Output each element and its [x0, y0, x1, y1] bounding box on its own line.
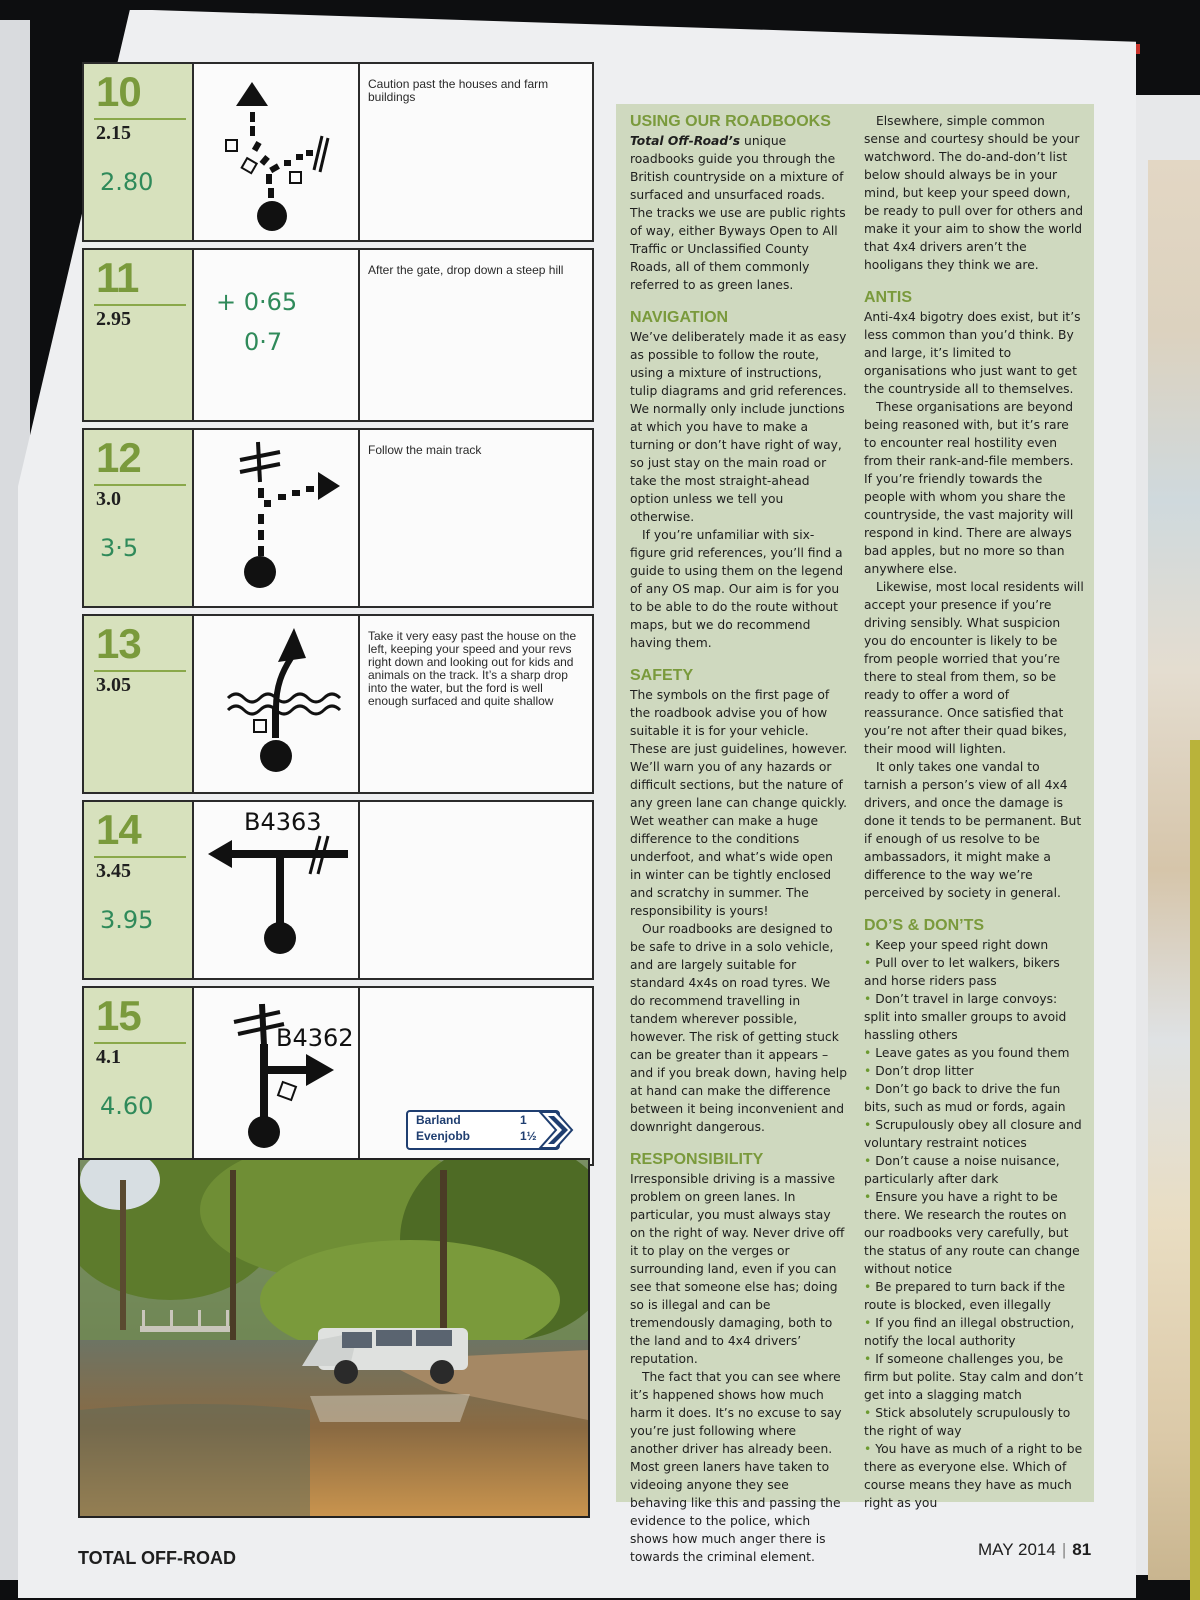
- list-item: • Don’t cause a noise nuisance, particularly after dark: [864, 1152, 1084, 1188]
- step-number-cell: [84, 430, 194, 606]
- tulip-diagram: [194, 64, 360, 240]
- roadbook-step-15: [82, 986, 594, 1166]
- step-distance: 3.0: [96, 488, 121, 510]
- list-item: • Don’t travel in large convoys: split into smaller groups to avoid hassling others: [864, 990, 1084, 1044]
- step-distance: 4.1: [96, 1046, 121, 1068]
- section-heading: NAVIGATION: [630, 309, 729, 326]
- issue-and-page: [978, 1540, 1091, 1560]
- step-number: 14: [96, 806, 141, 853]
- tulip-diagram-graphic: [194, 802, 358, 978]
- roadbook-step-10: [82, 62, 594, 242]
- sign-place: Evenjobb: [416, 1129, 471, 1143]
- adjacent-map-strip: [1190, 740, 1200, 1600]
- tulip-diagram-graphic: [194, 430, 358, 606]
- step-number: 15: [96, 992, 141, 1039]
- step-distance: 2.15: [96, 122, 131, 144]
- instruction-note: Caution past the houses and farm buildings: [368, 77, 549, 104]
- instruction-note: [360, 988, 592, 1164]
- page-number: 81: [1072, 1540, 1092, 1559]
- roadbook: [82, 62, 594, 1172]
- tulip-diagram: [194, 616, 360, 792]
- sign-distance: 1: [520, 1113, 527, 1127]
- number-rule: [94, 856, 186, 858]
- section-heading: USING OUR ROADBOOKS: [630, 113, 831, 130]
- handwritten-note: 0·7: [244, 328, 283, 356]
- ford-crossing-image: [80, 1160, 588, 1516]
- tulip-diagram-graphic: [194, 64, 358, 240]
- roadbook-step-14: [82, 800, 594, 980]
- section-heading: SAFETY: [630, 667, 694, 684]
- sign-distance: 1½: [520, 1129, 537, 1143]
- sign-place: Barland: [416, 1113, 461, 1127]
- list-item: • You have as much of a right to be there as everyone else. Which of course means they have as much right as you: [864, 1440, 1084, 1512]
- section-text: These organisations are beyond being reasoned with, but it’s rare to encounter real hostility even from their rank-and-file members. If you’re friendly towards the people with whom you share the countryside, the vast majority will respond in kind. There are always bad apples, but no more so than anywhere else.: [864, 400, 1074, 576]
- list-item: • Ensure you have a right to be there. We research the routes on our roadbooks very carefully, but the status of any route can change without notice: [864, 1188, 1084, 1278]
- tulip-diagram-graphic: [194, 616, 358, 792]
- handwritten-distance: 2.80: [100, 168, 154, 196]
- magazine-title: TOTAL OFF-ROAD: [78, 1548, 236, 1568]
- handwritten-note: + 0·65: [216, 288, 298, 316]
- list-item: • Keep your speed right down: [864, 936, 1084, 954]
- step-number-cell: [84, 64, 194, 240]
- road-number: B4363: [244, 808, 322, 836]
- section-text: Elsewhere, simple common sense and courtesy should be your watchword. The do-and-don’t list below should always be in your mind, but keep your speed down, be ready to pull over for others and make it your aim to show the world that 4x4 drivers aren’t the hooligans they think we are.: [864, 114, 1084, 272]
- step-distance: 3.05: [96, 674, 131, 696]
- step-number: 10: [96, 68, 141, 115]
- sign-chevron-icon: [538, 1110, 574, 1150]
- section-text: Irresponsible driving is a massive problem on green lanes. In particular, you must always stay on the right of way. Never drive off it to play on the verges or surrounding land, even if you can see that someone else has; doing so is illegal and can be tremendously damaging, both to the land and to 4x4 drivers’ reputation.: [630, 1172, 845, 1366]
- tulip-diagram: [194, 430, 360, 606]
- number-rule: [94, 118, 186, 120]
- section-text: We’ve deliberately made it as easy as possible to follow the route, using a mixture of instructions, tulip diagrams and grid references. We normally only include junctions at which you have to make a turning or don’t have right of way, so just stay on the main road or take the most straight-ahead option unless we tell you otherwise.: [630, 330, 847, 524]
- step-number-cell: [84, 250, 194, 420]
- list-item: • If you find an illegal obstruction, notify the local authority: [864, 1314, 1084, 1350]
- number-rule: [94, 1042, 186, 1044]
- instruction-note: [360, 802, 592, 978]
- instruction-note: Follow the main track: [368, 443, 482, 457]
- list-item: • Be prepared to turn back if the route is blocked, even illegally: [864, 1278, 1084, 1314]
- section-text: Likewise, most local residents will accept your presence if you’re driving sensibly. What suspicion you do encounter is likely to be from people worried that you’re there to steal from them, so be ready to offer a word of reassurance. Once satisfied that you’re not after their quad bikes, their mood will lighten.: [864, 580, 1084, 756]
- handwritten-distance: 3.95: [100, 906, 154, 934]
- step-number: 13: [96, 620, 141, 667]
- section-text: The symbols on the first page of the roadbook advise you of how suitable it is for your vehicle. These are just guidelines, however. We’ll warn you of any hazards or difficult sections, but the nature of any green lane can change quickly. Wet weather can make a huge difference to the conditions underfoot, and what’s wide open in winter can be tightly enclosed and scratchy in summer. The responsibility is yours!: [630, 688, 848, 918]
- roadbook-step-11: [82, 248, 594, 422]
- roadbook-step-13: [82, 614, 594, 794]
- step-number-cell: [84, 616, 194, 792]
- section-text: Our roadbooks are designed to be safe to drive in a solo vehicle, and are largely suitable for standard 4x4s on road tyres. We do recommend travelling in tandem wherever possible, however. The risk of getting stuck can be greater than it appears – and if you break down, having help at hand can make the difference between it being inconvenient and downright dangerous.: [630, 922, 848, 1134]
- instruction-note: After the gate, drop down a steep hill: [368, 263, 564, 277]
- section-text: Total Off-Road’s unique roadbooks guide you through the British countryside on a mixture of surfaced and unsurfaced roads. The tracks we use are public rights of way, either Byways Open to All Traffic or Unclassified County Roads, all of them commonly referred to as green lanes.: [630, 134, 846, 292]
- handwritten-distance: 4.60: [100, 1092, 154, 1120]
- number-rule: [94, 670, 186, 672]
- number-rule: [94, 484, 186, 486]
- section-heading: RESPONSIBILITY: [630, 1151, 764, 1168]
- tulip-diagram: [194, 250, 360, 420]
- step-number-cell: [84, 988, 194, 1164]
- step-distance: 2.95: [96, 308, 131, 330]
- issue-date: MAY 2014: [978, 1540, 1056, 1559]
- section-text: Anti-4x4 bigotry does exist, but it’s less common than you’d think. By and large, it’s limited to organisations who just want to get the countryside all to themselves.: [864, 310, 1081, 396]
- list-item: • Don’t go back to drive the fun bits, such as mud or fords, again: [864, 1080, 1084, 1116]
- section-text: It only takes one vandal to tarnish a person’s view of all 4x4 drivers, and once the damage is done it tends to be permanent. But if enough of us resolve to be ambassadors, it might make a difference to the way we’re perceived by society in general.: [864, 760, 1082, 900]
- list-item: • If someone challenges you, be firm but polite. Stay calm and don’t get into a slagging match: [864, 1350, 1084, 1404]
- list-item: • Leave gates as you found them: [864, 1044, 1084, 1062]
- section-heading: ANTIS: [864, 289, 912, 306]
- roadbook-step-12: [82, 428, 594, 608]
- step-number: 12: [96, 434, 141, 481]
- handwritten-distance: 3·5: [100, 534, 139, 562]
- tulip-diagram: [194, 988, 360, 1164]
- dos-and-donts-list: [864, 936, 1084, 1512]
- list-item: • Don’t drop litter: [864, 1062, 1084, 1080]
- article-column-left: [630, 112, 848, 1566]
- instruction-note: Take it very easy past the house on the left, keeping your speed and your revs right down and looking out for kids and animals on the track. It’s a sharp drop into the water, but the ford is well enough surfaced and quite shallow: [368, 629, 577, 708]
- ford-crossing-photo: [78, 1158, 590, 1518]
- section-heading: DO’S & DON’TS: [864, 917, 985, 934]
- tulip-diagram-graphic: [194, 988, 358, 1164]
- road-sign: [406, 1110, 560, 1150]
- list-item: • Stick absolutely scrupulously to the right of way: [864, 1404, 1084, 1440]
- list-item: • Pull over to let walkers, bikers and horse riders pass: [864, 954, 1084, 990]
- road-number: B4362: [276, 1024, 354, 1052]
- section-text: The fact that you can see where it’s happened shows how much harm it does. It’s no excuse to say you’re just following where another driver has already been. Most green laners have taken to videoing anyone they see behaving like this and passing the evidence to the police, which shows how much anger there is towards the criminal element.: [630, 1370, 842, 1564]
- step-distance: 3.45: [96, 860, 131, 882]
- tulip-diagram: [194, 802, 360, 978]
- separator: |: [1061, 1540, 1067, 1559]
- magazine-name: Total Off-Road’s: [630, 134, 741, 148]
- number-rule: [94, 304, 186, 306]
- list-item: • Scrupulously obey all closure and voluntary restraint notices: [864, 1116, 1084, 1152]
- step-number: 11: [96, 254, 139, 301]
- article-column-right: [864, 112, 1084, 1512]
- step-number-cell: [84, 802, 194, 978]
- section-text: If you’re unfamiliar with six-figure grid references, you’ll find a guide to using them on the legend of any OS map. Our aim is for you to be able to do the route without maps, but we do recommend having them.: [630, 528, 844, 650]
